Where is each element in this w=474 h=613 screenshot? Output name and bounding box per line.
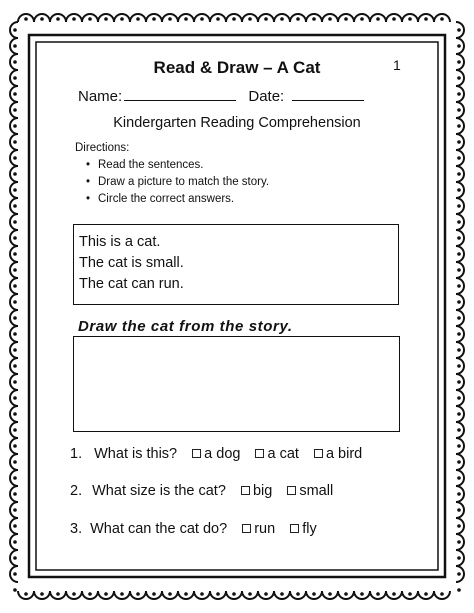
answer-option[interactable]: fly — [290, 521, 317, 537]
checkbox-icon[interactable] — [192, 449, 201, 458]
answer-option[interactable]: a bird — [314, 446, 362, 462]
answer-option[interactable]: a dog — [192, 446, 240, 462]
direction-item: • Circle the correct answers. — [84, 191, 269, 208]
worksheet-title: Read & Draw – A Cat — [153, 58, 321, 77]
date-label: Date: — [248, 88, 285, 105]
answer-option[interactable]: big — [241, 483, 272, 499]
question-number: 3. — [70, 521, 83, 537]
name-field[interactable] — [124, 86, 236, 101]
name-date-row — [78, 86, 364, 105]
question-text: What size is the cat? — [92, 483, 226, 499]
draw-prompt: Draw the cat from the story. — [78, 318, 293, 335]
directions-list — [84, 157, 269, 208]
checkbox-icon[interactable] — [242, 524, 251, 533]
drawing-area[interactable] — [73, 336, 400, 432]
story-line: This is a cat. — [79, 234, 161, 250]
name-label: Name: — [78, 88, 123, 105]
story-line: The cat is small. — [79, 255, 184, 271]
question-number: 1. — [70, 446, 83, 462]
answer-option[interactable]: a cat — [255, 446, 298, 462]
checkbox-icon[interactable] — [241, 486, 250, 495]
answer-option[interactable]: run — [242, 521, 275, 537]
question-text: What can the cat do? — [90, 521, 228, 537]
answer-option[interactable]: small — [287, 483, 333, 499]
checkbox-icon[interactable] — [290, 524, 299, 533]
question-number: 2. — [70, 483, 83, 499]
question-2 — [70, 483, 333, 499]
question-1 — [70, 446, 362, 462]
checkbox-icon[interactable] — [314, 449, 323, 458]
checkbox-icon[interactable] — [287, 486, 296, 495]
direction-item: • Draw a picture to match the story. — [84, 174, 269, 191]
page-number: 1 — [393, 57, 401, 73]
date-field[interactable] — [292, 86, 364, 101]
story-text — [79, 232, 184, 295]
worksheet-subtitle: Kindergarten Reading Comprehension — [113, 115, 361, 131]
direction-item: • Read the sentences. — [84, 157, 269, 174]
question-3 — [70, 521, 317, 537]
story-line: The cat can run. — [79, 276, 184, 292]
checkbox-icon[interactable] — [255, 449, 264, 458]
directions-title: Directions: — [75, 142, 130, 154]
question-text: What is this? — [94, 446, 178, 462]
